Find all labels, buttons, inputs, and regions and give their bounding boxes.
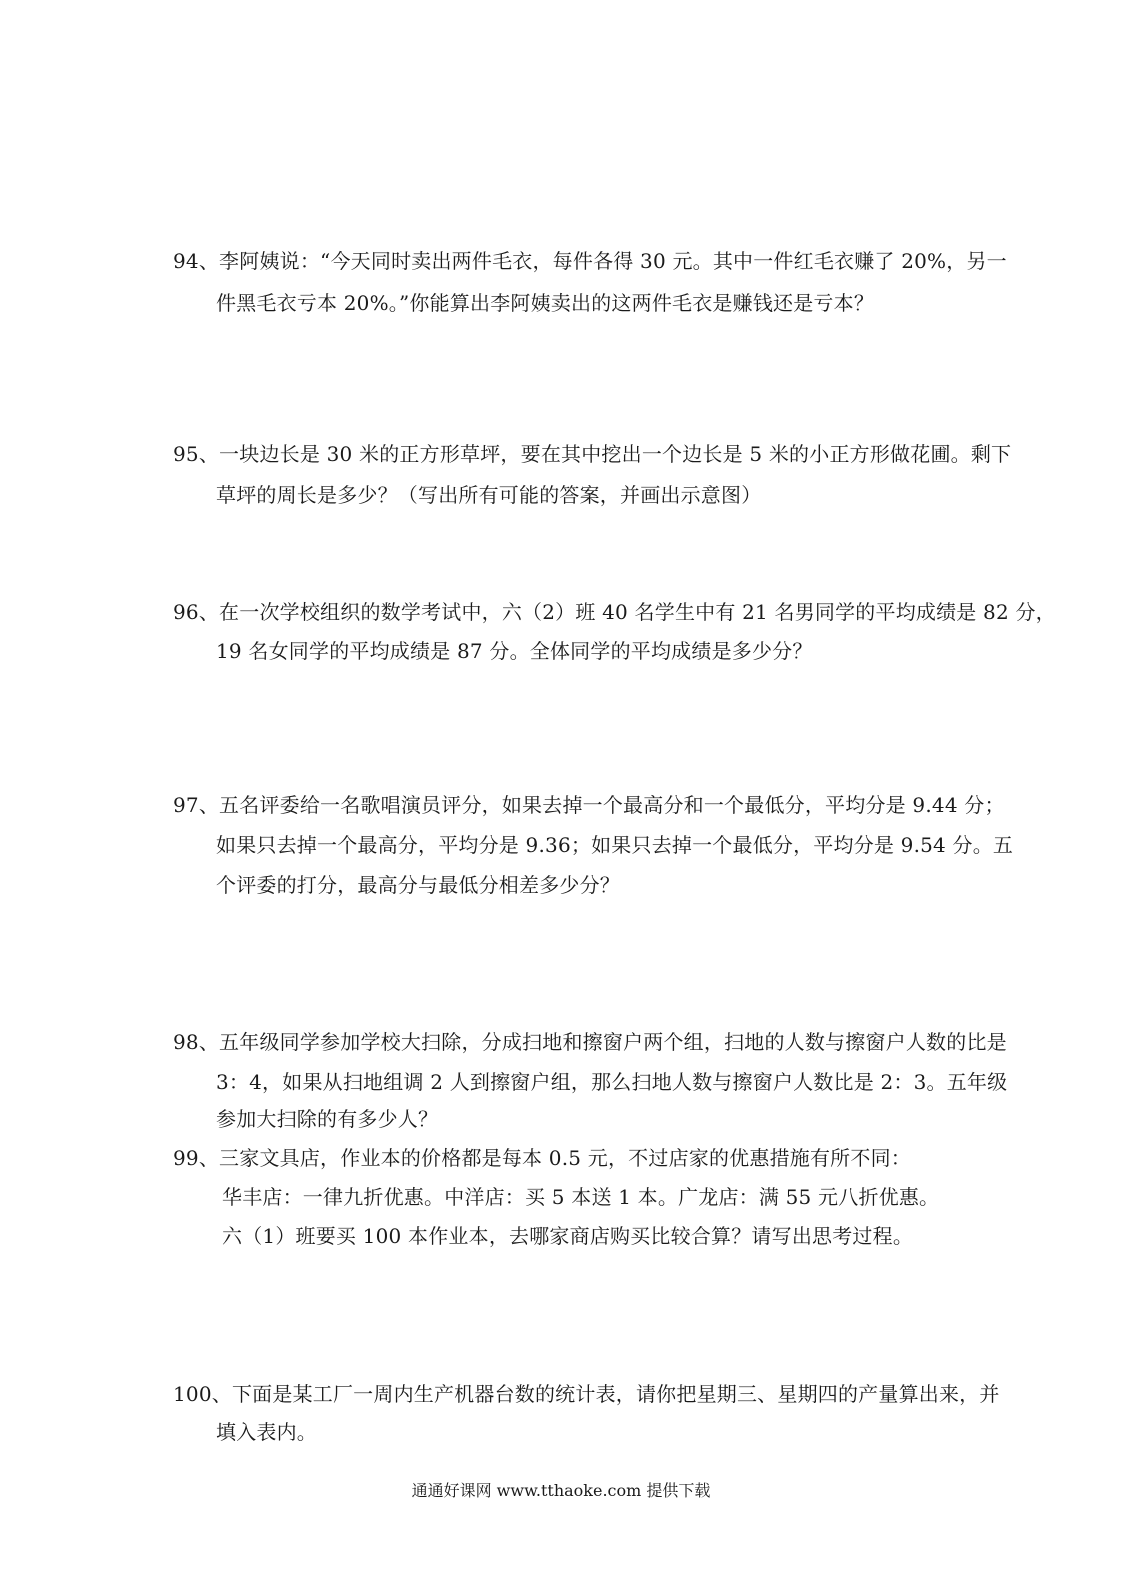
problem-100-line-1: 100、下面是某工厂一周内生产机器台数的统计表，请你把星期三、星期四的产量算出来，并: [173, 1382, 1000, 1406]
problem-97-line-1: 97、五名评委给一名歌唱演员评分，如果去掉一个最高分和一个最低分，平均分是 9.44 分；: [173, 793, 1005, 817]
problem-99-line-3: 六（1）班要买 100 本作业本，去哪家商店购买比较合算？请写出思考过程。: [222, 1224, 914, 1248]
problem-100-line-2: 填入表内。: [216, 1420, 317, 1444]
problem-99-line-1: 99、三家文具店，作业本的价格都是每本 0.5 元，不过店家的优惠措施有所不同：: [173, 1146, 911, 1170]
problem-94-line-2: 件黑毛衣亏本 20%。”你能算出李阿姨卖出的这两件毛衣是赚钱还是亏本？: [216, 291, 875, 315]
problem-99-line-2: 华丰店：一律九折优惠。中洋店：买 5 本送 1 本。广龙店：满 55 元八折优惠。: [222, 1185, 940, 1209]
problem-94-line-1: 94、李阿姨说：“今天同时卖出两件毛衣，每件各得 30 元。其中一件红毛衣赚了 20%，另一: [173, 249, 1007, 273]
problem-98-line-2: 3：4，如果从扫地组调 2 人到擦窗户组，那么扫地人数与擦窗户人数比是 2：3。五年级: [216, 1070, 1008, 1094]
problem-95-line-2: 草坪的周长是多少？（写出所有可能的答案，并画出示意图）: [216, 483, 762, 507]
problem-96-line-2: 19 名女同学的平均成绩是 87 分。全体同学的平均成绩是多少分？: [216, 639, 813, 663]
problem-98-line-1: 98、五年级同学参加学校大扫除，分成扫地和擦窗户两个组，扫地的人数与擦窗户人数的比是: [173, 1030, 1007, 1054]
problem-97-line-2: 如果只去掉一个最高分，平均分是 9.36；如果只去掉一个最低分，平均分是 9.54 分。五: [216, 833, 1014, 857]
problem-97-line-3: 个评委的打分，最高分与最低分相差多少分？: [216, 873, 620, 897]
problem-98-line-3: 参加大扫除的有多少人？: [216, 1107, 439, 1131]
footer-download-note: 通通好课网 www.tthaoke.com 提供下载: [411, 1481, 711, 1500]
problem-95-line-1: 95、一块边长是 30 米的正方形草坪，要在其中挖出一个边长是 5 米的小正方形做花圃。剩下: [173, 442, 1012, 466]
problem-96-line-1: 96、在一次学校组织的数学考试中，六（2）班 40 名学生中有 21 名男同学的平均成绩是 82 分，: [173, 600, 1056, 624]
